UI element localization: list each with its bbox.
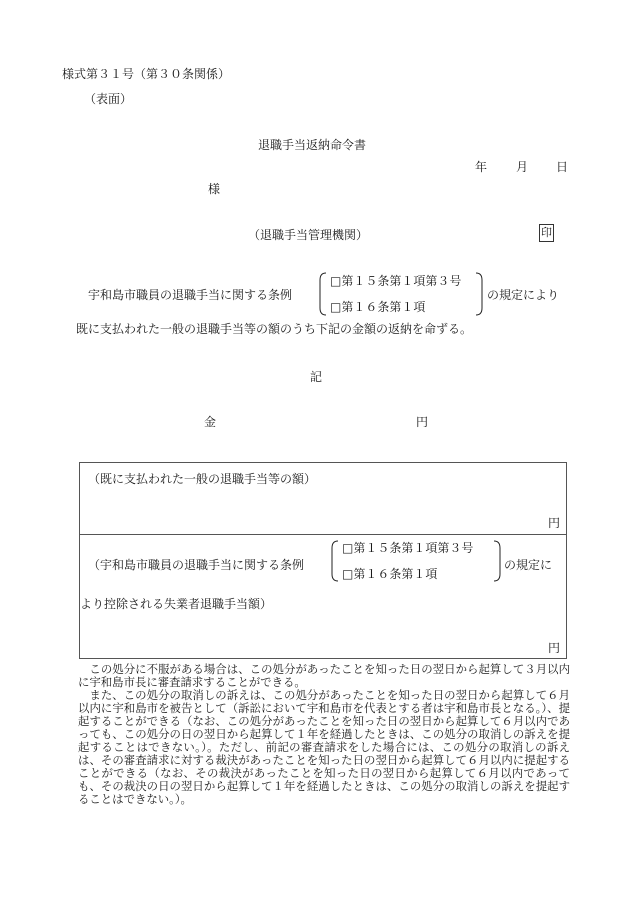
date-year: 年 xyxy=(475,160,488,174)
amount-label: 金 xyxy=(204,415,217,429)
table-row2-option-1: □第１５条第１項第３号 xyxy=(342,541,474,555)
date-month: 月 xyxy=(516,160,529,174)
table-row2-line-2: より控除される失業者退職手当額） xyxy=(80,597,273,611)
body-line-2: 既に支払われた一般の退職手当等の額のうち下記の金額の返納を命ずる。 xyxy=(76,322,473,336)
table-row2-option-2: □第１６条第１項 xyxy=(342,567,438,581)
table-divider xyxy=(80,534,566,535)
body-option-1: □第１５条第１項第３号 xyxy=(330,274,462,288)
form-number: 様式第３１号（第３０条関係） xyxy=(62,67,231,81)
issuer-label: （退職手当管理機関） xyxy=(248,228,369,242)
seal-mark: 印 xyxy=(539,224,554,242)
table-row2-unit: 円 xyxy=(548,641,561,655)
document-title: 退職手当返納命令書 xyxy=(258,138,367,152)
table-right-brace xyxy=(492,540,502,582)
table-left-brace xyxy=(330,540,340,582)
table-row1-label: （既に支払われた一般の退職手当等の額） xyxy=(88,472,317,486)
right-brace xyxy=(474,272,484,316)
table-row2-prefix: （宇和島市職員の退職手当に関する条例 xyxy=(88,558,305,572)
left-brace xyxy=(318,272,328,316)
table-row1-unit: 円 xyxy=(548,516,561,530)
notice-paragraph-1: この処分に不服がある場合は、この処分があったことを知った日の翌日から起算して３月以内に宇和島市長に審査請求することができる。 xyxy=(78,662,570,689)
table-row2-suffix: の規定に xyxy=(504,558,553,572)
notice-paragraph-2: また、この処分の取消しの訴えは、この処分があったことを知った日の翌日から起算して６月以内に宇和島市を被告として（訴訟において宇和島市を代表とする者は宇和島市長となる。）、提起することができる（なお、この処分があったことを知った日の翌日から起算して６月以内であっても、この処分の日の翌日から起算して１年を経過したときは、この処分の取消しの訴えを提起することはできない。）。ただし、前記の審査請求をした場合には、この処分の取消しの訴えは、その審査請求に対する裁決があったことを知った日の翌日から起算して６月以内に提起することができる（なお、その裁決があったことを知った日の翌日から起算して６月以内であっても、その裁決の日の翌日から起算して１年を経過したときは、この処分の取消しの訴えを提起することはできない。）。 xyxy=(78,688,570,806)
body-prefix: 宇和島市職員の退職手当に関する条例 xyxy=(88,288,293,302)
body-suffix: の規定により xyxy=(487,288,560,302)
appeal-notice xyxy=(78,663,570,806)
amount-unit: 円 xyxy=(416,415,429,429)
date-day: 日 xyxy=(556,160,569,174)
ki-label: 記 xyxy=(310,370,323,384)
side-label: （表面） xyxy=(84,92,133,106)
recipient-suffix: 様 xyxy=(208,182,221,196)
body-option-2: □第１６条第１項 xyxy=(330,300,426,314)
